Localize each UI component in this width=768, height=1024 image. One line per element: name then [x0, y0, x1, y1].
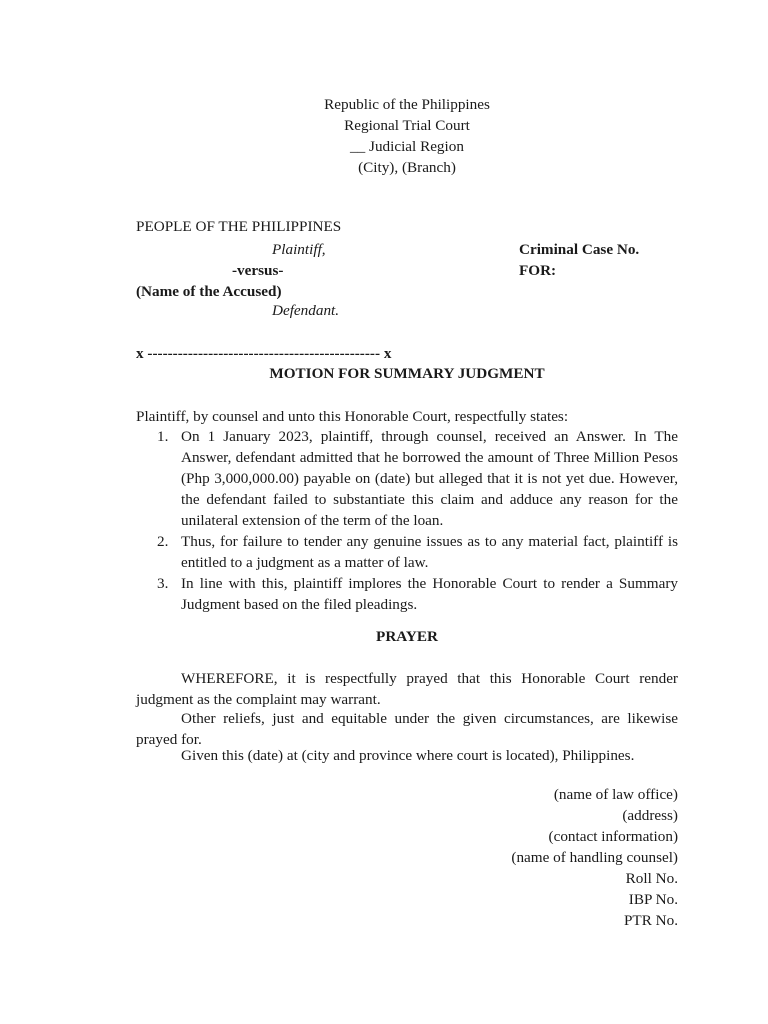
caption-for: FOR:: [519, 262, 557, 279]
signature-address: (address): [622, 807, 678, 824]
list-item: [136, 426, 678, 531]
header-region: __ Judicial Region: [350, 138, 464, 155]
prayer-paragraph-wherefore: WHEREFORE, it is respectfully prayed that this Honorable Court render judgment as the complaint may warrant.: [136, 670, 678, 708]
allegations-list: [136, 426, 678, 615]
list-item-text: Thus, for failure to tender any genuine issues as to any material fact, plaintiff is entitled to a judgment as a matter of law.: [181, 533, 678, 571]
header-republic: Republic of the Philippines: [324, 96, 490, 113]
list-item: [136, 531, 678, 573]
prayer-paragraph-other-reliefs: Other reliefs, just and equitable under the given circumstances, are likewise prayed for.: [136, 710, 678, 748]
caption-plaintiff-role: Plaintiff,: [272, 241, 326, 258]
caption-case-no: Criminal Case No.: [519, 241, 640, 258]
list-item-number: 2.: [157, 533, 169, 550]
signature-contact: (contact information): [548, 828, 678, 845]
header-city-branch: (City), (Branch): [358, 159, 456, 176]
caption-accused-name: (Name of the Accused): [136, 283, 282, 300]
signature-counsel: (name of handling counsel): [511, 849, 678, 866]
list-item-number: 3.: [157, 575, 169, 592]
signature-ptr-no: PTR No.: [623, 912, 678, 929]
list-item-text: In line with this, plaintiff implores the Honorable Court to render a Summary Judgment based on the filed pleadings.: [181, 575, 678, 613]
list-item: [136, 573, 678, 615]
signature-ibp-no: IBP No.: [628, 891, 678, 908]
prayer-paragraph-given: Given this (date) at (city and province where court is located), Philippines.: [181, 747, 635, 764]
signature-roll-no: Roll No.: [625, 870, 678, 887]
prayer-heading: PRAYER: [376, 628, 438, 645]
signature-law-office: (name of law office): [553, 786, 678, 803]
list-item-number: 1.: [157, 428, 169, 445]
header-court: Regional Trial Court: [344, 117, 470, 134]
caption-defendant-role: Defendant.: [272, 302, 340, 319]
caption-separator: x ---------------------------------------------- x: [136, 345, 392, 362]
document-title: MOTION FOR SUMMARY JUDGMENT: [269, 365, 545, 382]
caption-versus: -versus-: [232, 262, 284, 279]
caption-plaintiff-name: PEOPLE OF THE PHILIPPINES: [136, 218, 342, 235]
list-item-text: On 1 January 2023, plaintiff, through counsel, received an Answer. In The Answer, defendant admitted that he borrowed the amount of Three Million Pesos (Php 3,000,000.00) payable on (date) but alleged that it is not yet due. However, the defendant failed to substantiate this claim and adduce any reason for the unilateral extension of the term of the loan.: [181, 428, 678, 529]
intro-paragraph: Plaintiff, by counsel and unto this Honorable Court, respectfully states:: [136, 408, 569, 425]
